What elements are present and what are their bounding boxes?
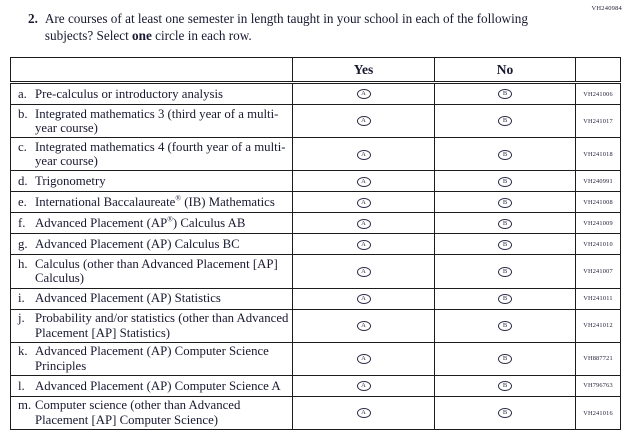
oval-letter-a: A (361, 409, 366, 417)
question-bold-word: one (132, 28, 152, 43)
oval-letter-b: B (502, 355, 508, 363)
subject-label: Advanced Placement (AP) Computer Science A (35, 378, 281, 393)
oval-letter-a: A (361, 321, 366, 329)
oval-letter-b: B (502, 219, 508, 227)
oval-letter-b: B (502, 117, 508, 125)
registered-trademark-sup: ® (167, 214, 173, 224)
no-response-oval[interactable] (498, 408, 512, 418)
no-column-header: No (435, 58, 576, 83)
oval-letter-a: A (361, 117, 366, 125)
row-item-code: VH241006 (576, 83, 621, 105)
table-row (11, 171, 621, 192)
form-item-code: VH240984 (591, 5, 622, 12)
row-item-code: VH241012 (576, 309, 621, 342)
table-row (11, 396, 621, 429)
header-row (11, 58, 621, 83)
oval-letter-b: B (502, 267, 508, 275)
row-item-code: VH241009 (576, 213, 621, 234)
registered-trademark-sup: ® (175, 193, 182, 203)
subject-label: Advanced Placement (AP) Calculus BC (35, 237, 240, 252)
oval-letter-a: A (361, 382, 366, 390)
no-response-oval[interactable] (498, 240, 512, 250)
row-letter: c. (18, 139, 27, 154)
row-letter: h. (18, 256, 28, 271)
table-row (11, 83, 621, 105)
oval-letter-b: B (502, 382, 508, 390)
no-response-oval[interactable] (498, 267, 512, 277)
no-response-oval[interactable] (498, 381, 512, 391)
subject-label: Calculus (other than Advanced Placement [AP] Calculus) (35, 256, 278, 286)
table-row (11, 255, 621, 288)
no-response-oval[interactable] (498, 177, 512, 187)
oval-letter-a: A (361, 219, 366, 227)
oval-letter-a: A (361, 90, 366, 98)
oval-letter-a: A (361, 355, 366, 363)
table-row (11, 309, 621, 342)
subject-label: Advanced Placement (AP®) Calculus AB (35, 214, 246, 231)
no-response-oval[interactable] (498, 354, 512, 364)
no-response-oval[interactable] (498, 294, 512, 304)
row-item-code: VH241011 (576, 288, 621, 309)
oval-letter-b: B (502, 90, 508, 98)
no-response-oval[interactable] (498, 150, 512, 160)
oval-letter-a: A (361, 177, 366, 185)
subject-label: Integrated mathematics 4 (fourth year of a multi-year course) (35, 139, 286, 169)
row-letter: l. (18, 378, 25, 393)
row-item-code: VH241016 (576, 396, 621, 429)
question-block (28, 10, 545, 44)
subject-label: Trigonometry (35, 174, 106, 189)
row-letter: f. (18, 216, 26, 231)
oval-letter-b: B (502, 177, 508, 185)
question-text (45, 10, 545, 44)
oval-letter-a: A (361, 294, 366, 302)
row-item-code: VH241010 (576, 234, 621, 255)
subject-label: Advanced Placement (AP) Computer Science Principles (35, 344, 269, 373)
yes-response-oval[interactable] (357, 150, 371, 160)
table-row (11, 105, 621, 138)
table-row (11, 192, 621, 213)
table-row (11, 138, 621, 171)
row-letter: m. (18, 398, 32, 413)
oval-letter-a: A (361, 198, 366, 206)
question-number: 2. (28, 11, 38, 26)
row-letter: e. (18, 195, 27, 210)
oval-letter-a: A (361, 267, 366, 275)
subject-label: Pre-calculus or introductory analysis (35, 86, 223, 101)
yes-column-header: Yes (293, 58, 435, 83)
no-response-oval[interactable] (498, 116, 512, 126)
row-letter: i. (18, 291, 25, 306)
row-letter: a. (18, 86, 27, 101)
oval-letter-b: B (502, 150, 508, 158)
row-item-code: VH240991 (576, 171, 621, 192)
oval-letter-b: B (502, 240, 508, 248)
row-letter: g. (18, 237, 28, 252)
yes-response-oval[interactable] (357, 381, 371, 391)
row-item-code: VH887721 (576, 342, 621, 375)
question-text-post: circle in each row. (151, 28, 252, 43)
subject-label: International Baccalaureate® (IB) Mathematics (35, 193, 275, 210)
yes-response-oval[interactable] (357, 177, 371, 187)
table-row (11, 234, 621, 255)
yes-response-oval[interactable] (357, 408, 371, 418)
oval-letter-a: A (361, 150, 366, 158)
question-text-pre: Are courses of at least one semester in length taught in your school in each of the following subjects? Select (44, 11, 528, 43)
oval-letter-b: B (502, 409, 508, 417)
row-letter: d. (18, 174, 28, 189)
yes-response-oval[interactable] (357, 89, 371, 99)
table-row (11, 342, 621, 375)
subject-label: Computer science (other than Advanced Placement [AP] Computer Science) (35, 398, 241, 428)
subject-label: Probability and/or statistics (other than Advanced Placement [AP] Statistics) (35, 311, 289, 340)
yes-response-oval[interactable] (357, 198, 371, 208)
code-header-cell (576, 58, 621, 83)
oval-letter-b: B (502, 198, 508, 206)
courses-table (10, 57, 621, 430)
no-response-oval[interactable] (498, 198, 512, 208)
row-item-code: VH241008 (576, 192, 621, 213)
table-row (11, 288, 621, 309)
subject-label: Integrated mathematics 3 (third year of a multi-year course) (35, 106, 279, 136)
row-item-code: VH796763 (576, 375, 621, 396)
row-letter: j. (18, 311, 25, 326)
no-response-oval[interactable] (498, 321, 512, 331)
subject-label: Advanced Placement (AP) Statistics (35, 291, 221, 306)
table-row (11, 375, 621, 396)
yes-response-oval[interactable] (357, 321, 371, 331)
row-item-code: VH241018 (576, 138, 621, 171)
yes-response-oval[interactable] (357, 219, 371, 229)
oval-letter-a: A (361, 240, 366, 248)
row-letter: b. (18, 106, 28, 121)
oval-letter-b: B (502, 321, 508, 329)
yes-response-oval[interactable] (357, 267, 371, 277)
no-response-oval[interactable] (498, 219, 512, 229)
yes-response-oval[interactable] (357, 116, 371, 126)
row-item-code: VH241017 (576, 105, 621, 138)
table-row (11, 213, 621, 234)
row-letter: k. (18, 344, 28, 359)
yes-response-oval[interactable] (357, 354, 371, 364)
row-item-code: VH241007 (576, 255, 621, 288)
subject-header-cell (11, 58, 293, 83)
oval-letter-b: B (502, 294, 508, 302)
no-response-oval[interactable] (498, 89, 512, 99)
yes-response-oval[interactable] (357, 294, 371, 304)
yes-response-oval[interactable] (357, 240, 371, 250)
